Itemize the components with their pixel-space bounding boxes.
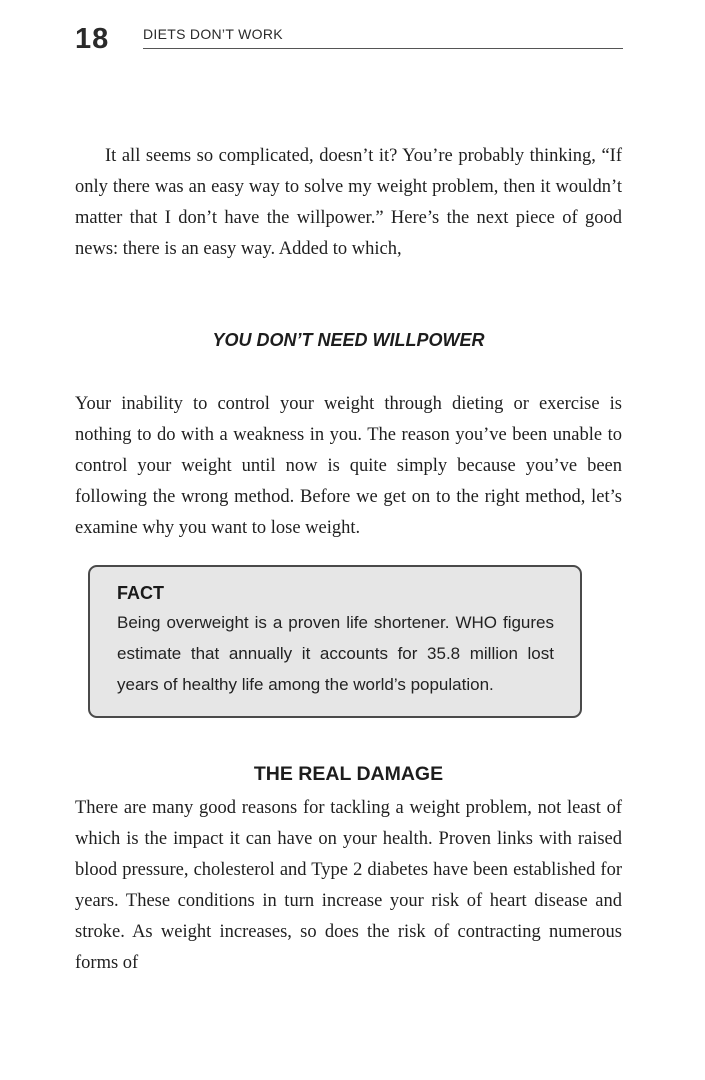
body-paragraph-1: It all seems so complicated, doesn’t it? You’re probably thinking, “If only there was an easy way to solve my weight problem, then it wouldn’t matter that I don’t have the willpower.” Here’s the next piece of good news: there is an easy way. Added to which, xyxy=(75,146,622,259)
fact-heading: FACT xyxy=(117,583,164,603)
section-subheading-willpower: YOU DON’T NEED WILLPOWER xyxy=(212,330,485,350)
header-rule xyxy=(143,48,623,49)
fact-text: Being overweight is a proven life shortener. WHO figures estimate that annually it accounts for 35.8 million lost years of healthy life among the world’s population. xyxy=(117,613,554,694)
running-title: DIETS DON’T WORK xyxy=(143,26,283,42)
body-paragraph-3: There are many good reasons for tackling a weight problem, not least of which is the impact it can have on your health. Proven links with raised blood pressure, cholesterol and Type 2 diabetes have been established for years. These conditions in turn increase your risk of heart disease and stroke. As weight increases, so does the risk of contracting numerous forms of xyxy=(75,798,622,973)
running-header xyxy=(75,22,623,55)
body-paragraph-2: Your inability to control your weight through dieting or exercise is nothing to do with a weakness in you. The reason you’ve been unable to control your weight until now is quite simply because you’ve been following the wrong method. Before we get on to the right method, let’s examine why you want to lose weight. xyxy=(75,394,622,538)
section-heading-real-damage: THE REAL DAMAGE xyxy=(253,763,444,785)
fact-box xyxy=(88,565,582,718)
page-number: 18 xyxy=(75,23,110,55)
